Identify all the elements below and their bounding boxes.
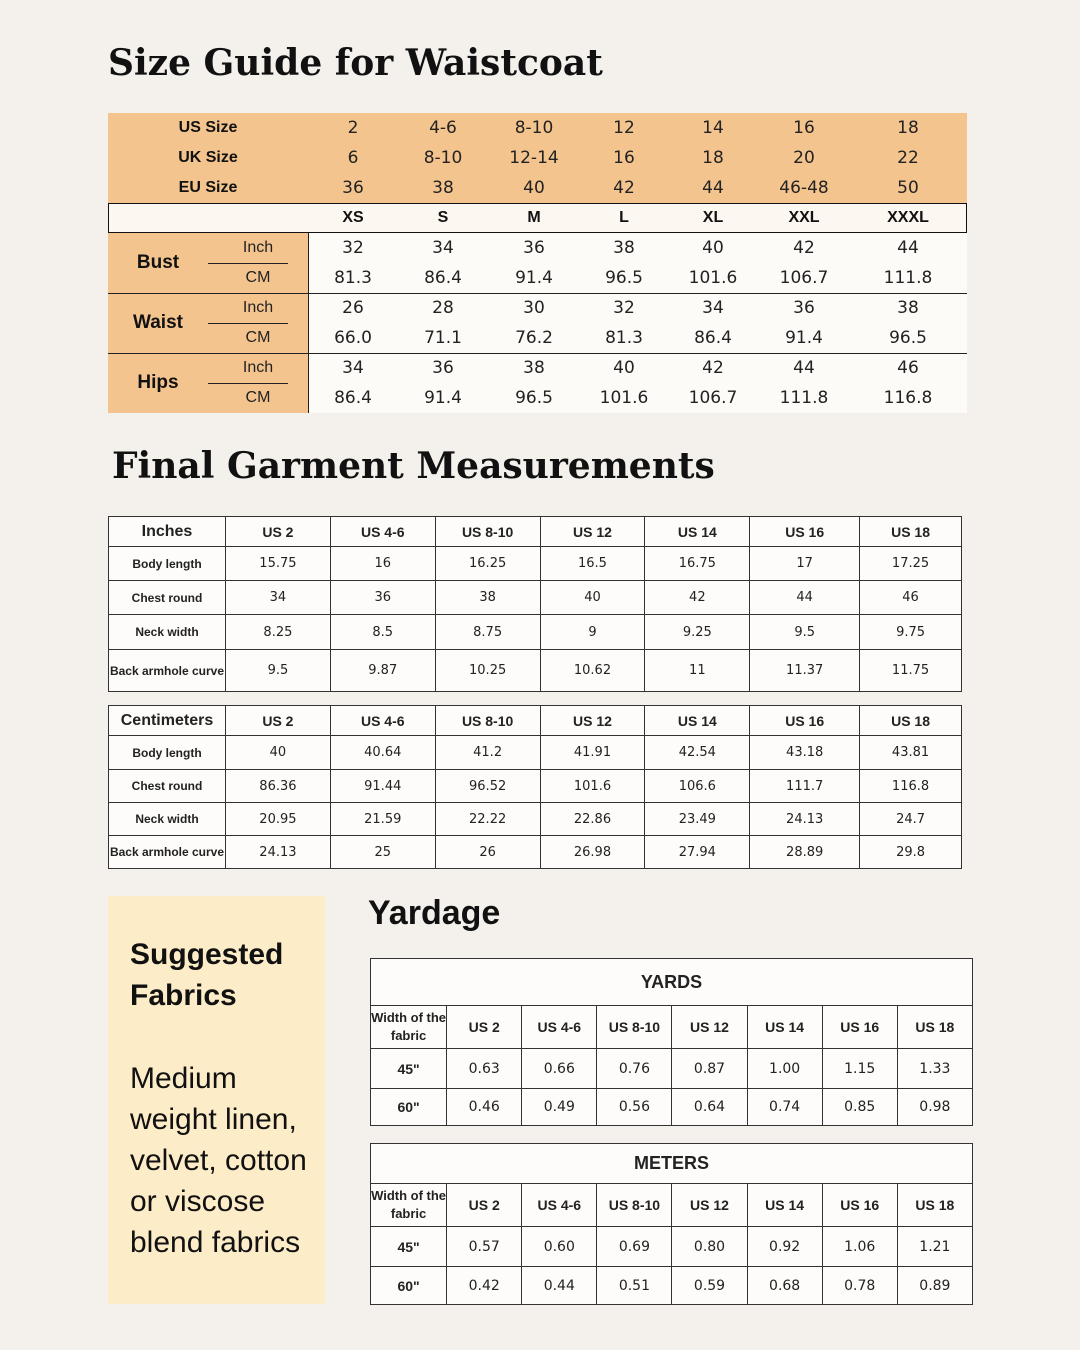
table-cell: 40	[540, 581, 645, 615]
table-row	[371, 1267, 973, 1305]
row-label: Back armhole curve	[109, 836, 226, 869]
table-cell: 101.6	[540, 770, 645, 803]
table-cell: 1.06	[822, 1227, 897, 1267]
measurement-value: 71.1	[424, 328, 462, 348]
measurement-value: 32	[342, 238, 364, 258]
width-label: Width of the fabric	[371, 1006, 447, 1049]
size-value: 42	[613, 178, 635, 198]
table-cell: 9	[540, 615, 645, 650]
row-label: Body length	[109, 547, 226, 581]
table-cell: 0.80	[672, 1227, 747, 1267]
table-cell: 10.62	[540, 650, 645, 692]
table-header-row	[109, 706, 962, 736]
table-cell: 0.49	[522, 1089, 597, 1126]
table-cell: 42.54	[645, 736, 750, 770]
table-cell: 24.13	[750, 803, 860, 836]
yardage-yards-table	[370, 958, 973, 1126]
table-cell: 27.94	[645, 836, 750, 869]
table-cell: 1.33	[897, 1049, 972, 1089]
table-cell: 16.5	[540, 547, 645, 581]
table-cell: 0.74	[747, 1089, 822, 1126]
column-header: US 16	[822, 1006, 897, 1049]
table-cell: 41.2	[435, 736, 540, 770]
fabrics-text: Medium weight linen, velvet, cotton or viscose blend fabrics	[130, 1062, 307, 1259]
table-cell: 26.98	[540, 836, 645, 869]
table-cell: 1.15	[822, 1049, 897, 1089]
measurement-value: 91.4	[515, 268, 553, 288]
measurement-value: 96.5	[515, 388, 553, 408]
table-cell: 29.8	[860, 836, 962, 869]
size-value: 16	[793, 118, 815, 138]
size-system-label: EU Size	[178, 179, 238, 196]
measurement-value: 38	[613, 238, 635, 258]
measurement-value: 111.8	[779, 388, 829, 408]
size-value: 4-6	[429, 118, 457, 138]
column-header: US 2	[225, 517, 330, 547]
table-row	[371, 1089, 973, 1126]
column-header: US 8-10	[597, 1006, 672, 1049]
table-cell: 86.36	[225, 770, 330, 803]
table-cell: 0.66	[522, 1049, 597, 1089]
table-cell: 9.5	[225, 650, 330, 692]
table-row	[109, 770, 962, 803]
table-cell: 43.81	[860, 736, 962, 770]
table-cell: 0.44	[522, 1267, 597, 1305]
measurement-value: 101.6	[599, 388, 649, 408]
column-header: US 16	[822, 1184, 897, 1227]
table-cell: 17	[750, 547, 860, 581]
size-value: 12	[613, 118, 635, 138]
row-label: 45"	[371, 1227, 447, 1267]
table-cell: 28.89	[750, 836, 860, 869]
row-label: 60"	[371, 1267, 447, 1305]
size-value: 16	[613, 148, 635, 168]
table-cell: 21.59	[330, 803, 435, 836]
column-header: US 18	[860, 517, 962, 547]
table-cell: 0.51	[597, 1267, 672, 1305]
table-cell: 38	[435, 581, 540, 615]
yardage-title: Yardage	[368, 894, 501, 932]
suggested-fabrics-panel	[108, 896, 325, 1304]
size-value: 44	[702, 178, 724, 198]
table-cell: 0.68	[747, 1267, 822, 1305]
table-row	[109, 650, 962, 692]
size-value: 46-48	[779, 178, 829, 198]
table-header-row	[371, 1184, 973, 1227]
table-cell: 0.59	[672, 1267, 747, 1305]
measurement-value: 38	[523, 358, 545, 378]
letter-size: L	[619, 209, 629, 226]
measurement-value: 40	[613, 358, 635, 378]
table-cell: 0.87	[672, 1049, 747, 1089]
table-cell: 16.75	[645, 547, 750, 581]
size-value: 8-10	[514, 118, 554, 138]
column-header: US 12	[540, 517, 645, 547]
measurement-value: 28	[432, 298, 454, 318]
measurement-value: 36	[793, 298, 815, 318]
column-header: US 8-10	[435, 517, 540, 547]
table-cell: 20.95	[225, 803, 330, 836]
measurement-value: 96.5	[605, 268, 643, 288]
measurement-value: 91.4	[424, 388, 462, 408]
table-cell: 43.18	[750, 736, 860, 770]
size-value: 2	[347, 118, 359, 138]
table-cell: 16	[330, 547, 435, 581]
table-cell: 9.75	[860, 615, 962, 650]
size-guide-title: Size Guide for Waistcoat	[108, 42, 603, 84]
table-cell: 1.21	[897, 1227, 972, 1267]
column-header: US 8-10	[435, 706, 540, 736]
column-header: US 4-6	[522, 1184, 597, 1227]
table-cell: 0.63	[447, 1049, 522, 1089]
measurement-value: 46	[897, 358, 919, 378]
table-cell: 46	[860, 581, 962, 615]
size-value: 22	[897, 148, 919, 168]
row-label: 45"	[371, 1049, 447, 1089]
table-cell: 9.87	[330, 650, 435, 692]
table-caption: METERS	[371, 1144, 973, 1184]
table-cell: 96.52	[435, 770, 540, 803]
column-header: US 12	[672, 1184, 747, 1227]
table-cell: 106.6	[645, 770, 750, 803]
table-header-row	[371, 1006, 973, 1049]
garment-inches-table	[108, 516, 962, 692]
table-cell: 23.49	[645, 803, 750, 836]
row-label: Chest round	[109, 581, 226, 615]
table-cell: 25	[330, 836, 435, 869]
row-label: Back armhole curve	[109, 650, 226, 692]
size-value: 8-10	[423, 148, 463, 168]
column-header: US 18	[897, 1184, 972, 1227]
unit-label: CM	[245, 329, 271, 346]
column-header: US 12	[672, 1006, 747, 1049]
table-cell: 0.46	[447, 1089, 522, 1126]
table-row	[109, 547, 962, 581]
yardage-meters-table	[370, 1143, 973, 1305]
table-cell: 41.91	[540, 736, 645, 770]
measurement-value: 34	[702, 298, 724, 318]
table-cell: 10.25	[435, 650, 540, 692]
size-system-label: UK Size	[178, 149, 238, 166]
table-cell: 8.75	[435, 615, 540, 650]
measurement-value: 96.5	[889, 328, 927, 348]
measurement-value: 26	[342, 298, 364, 318]
letter-size: XXXL	[887, 209, 929, 226]
column-header: US 16	[750, 706, 860, 736]
size-value: 14	[702, 118, 724, 138]
column-header: US 14	[645, 706, 750, 736]
table-cell: 15.75	[225, 547, 330, 581]
table-cell: 22.86	[540, 803, 645, 836]
measurement-value: 36	[523, 238, 545, 258]
table-cell: 26	[435, 836, 540, 869]
table-row	[109, 615, 962, 650]
table-header-row	[109, 517, 962, 547]
table-cell: 0.69	[597, 1227, 672, 1267]
table-caption: YARDS	[371, 959, 973, 1006]
table-cell: 9.25	[645, 615, 750, 650]
measurement-name: Hips	[137, 372, 179, 393]
table-cell: 9.5	[750, 615, 860, 650]
table-cell: 0.89	[897, 1267, 972, 1305]
table-cell: 11	[645, 650, 750, 692]
table-cell: 11.37	[750, 650, 860, 692]
size-value: 40	[523, 178, 545, 198]
measurement-value: 86.4	[694, 328, 732, 348]
table-cell: 111.7	[750, 770, 860, 803]
table-row	[109, 736, 962, 770]
measurement-value: 86.4	[334, 388, 372, 408]
unit-header: Inches	[109, 517, 226, 547]
size-value: 20	[793, 148, 815, 168]
column-header: US 14	[747, 1184, 822, 1227]
column-header: US 2	[447, 1006, 522, 1049]
table-cell: 40.64	[330, 736, 435, 770]
table-cell: 91.44	[330, 770, 435, 803]
unit-label: CM	[245, 269, 271, 286]
measurement-value: 40	[702, 238, 724, 258]
size-value: 18	[897, 118, 919, 138]
size-value: 36	[342, 178, 364, 198]
column-header: US 18	[860, 706, 962, 736]
table-cell: 11.75	[860, 650, 962, 692]
measurement-value: 44	[793, 358, 815, 378]
table-cell: 8.25	[225, 615, 330, 650]
table-cell: 0.98	[897, 1089, 972, 1126]
row-label: Chest round	[109, 770, 226, 803]
table-cell: 1.00	[747, 1049, 822, 1089]
table-caption-row	[371, 959, 973, 1006]
letter-size: XL	[702, 209, 724, 226]
column-header: US 4-6	[330, 517, 435, 547]
table-cell: 0.92	[747, 1227, 822, 1267]
measurement-value: 42	[793, 238, 815, 258]
unit-header: Centimeters	[109, 706, 226, 736]
table-cell: 0.56	[597, 1089, 672, 1126]
measurement-value: 106.7	[779, 268, 829, 288]
table-cell: 24.7	[860, 803, 962, 836]
column-header: US 8-10	[597, 1184, 672, 1227]
size-value: 50	[897, 178, 919, 198]
table-cell: 36	[330, 581, 435, 615]
column-header: US 2	[447, 1184, 522, 1227]
table-cell: 42	[645, 581, 750, 615]
final-garment-title: Final Garment Measurements	[112, 445, 715, 487]
measurement-value: 36	[432, 358, 454, 378]
measurement-value: 111.8	[883, 268, 933, 288]
column-header: US 16	[750, 517, 860, 547]
measurement-value: 34	[432, 238, 454, 258]
table-cell: 0.85	[822, 1089, 897, 1126]
measurement-value: 91.4	[785, 328, 823, 348]
table-cell: 22.22	[435, 803, 540, 836]
column-header: US 4-6	[330, 706, 435, 736]
table-cell: 8.5	[330, 615, 435, 650]
row-label: 60"	[371, 1089, 447, 1126]
letter-size: S	[437, 209, 449, 226]
unit-label: Inch	[242, 359, 274, 376]
letter-size: XS	[342, 209, 364, 226]
measurement-value: 106.7	[688, 388, 738, 408]
table-row	[109, 803, 962, 836]
table-cell: 34	[225, 581, 330, 615]
table-cell: 16.25	[435, 547, 540, 581]
column-header: US 18	[897, 1006, 972, 1049]
measurement-value: 66.0	[334, 328, 372, 348]
table-cell: 40	[225, 736, 330, 770]
row-label: Neck width	[109, 803, 226, 836]
measurement-value: 81.3	[334, 268, 372, 288]
measurement-name: Bust	[136, 252, 180, 273]
table-cell: 44	[750, 581, 860, 615]
size-value: 12-14	[509, 148, 559, 168]
measurement-value: 101.6	[688, 268, 738, 288]
unit-label: Inch	[242, 299, 274, 316]
table-cell: 0.60	[522, 1227, 597, 1267]
table-cell: 0.64	[672, 1089, 747, 1126]
table-caption-row	[371, 1144, 973, 1184]
table-row	[371, 1227, 973, 1267]
table-cell: 17.25	[860, 547, 962, 581]
width-label: Width of the fabric	[371, 1184, 447, 1227]
size-value: 6	[347, 148, 359, 168]
unit-label: CM	[245, 389, 271, 406]
measurement-value: 116.8	[883, 388, 933, 408]
table-cell: 116.8	[860, 770, 962, 803]
unit-label: Inch	[242, 239, 274, 256]
row-label: Body length	[109, 736, 226, 770]
garment-cm-table	[108, 705, 962, 869]
table-cell: 0.78	[822, 1267, 897, 1305]
column-header: US 2	[225, 706, 330, 736]
column-header: US 14	[645, 517, 750, 547]
column-header: US 4-6	[522, 1006, 597, 1049]
letter-size: XXL	[788, 209, 820, 226]
measurement-value: 32	[613, 298, 635, 318]
table-row	[109, 581, 962, 615]
measurement-value: 81.3	[605, 328, 643, 348]
table-row	[371, 1049, 973, 1089]
measurement-value: 76.2	[515, 328, 553, 348]
table-row	[109, 836, 962, 869]
size-value: 38	[432, 178, 454, 198]
measurement-value: 86.4	[424, 268, 462, 288]
measurement-value: 30	[523, 298, 545, 318]
table-cell: 0.57	[447, 1227, 522, 1267]
table-cell: 0.42	[447, 1267, 522, 1305]
fabrics-title: Suggested Fabrics	[130, 938, 284, 1012]
measurement-value: 42	[702, 358, 724, 378]
measurement-name: Waist	[133, 312, 183, 333]
measurement-value: 34	[342, 358, 364, 378]
row-label: Neck width	[109, 615, 226, 650]
column-header: US 14	[747, 1006, 822, 1049]
measurement-value: 44	[897, 238, 919, 258]
letter-size: M	[527, 209, 541, 226]
size-value: 18	[702, 148, 724, 168]
table-cell: 0.76	[597, 1049, 672, 1089]
table-cell: 24.13	[225, 836, 330, 869]
size-guide-table	[108, 113, 967, 414]
column-header: US 12	[540, 706, 645, 736]
size-system-label: US Size	[178, 119, 238, 136]
measurement-value: 38	[897, 298, 919, 318]
